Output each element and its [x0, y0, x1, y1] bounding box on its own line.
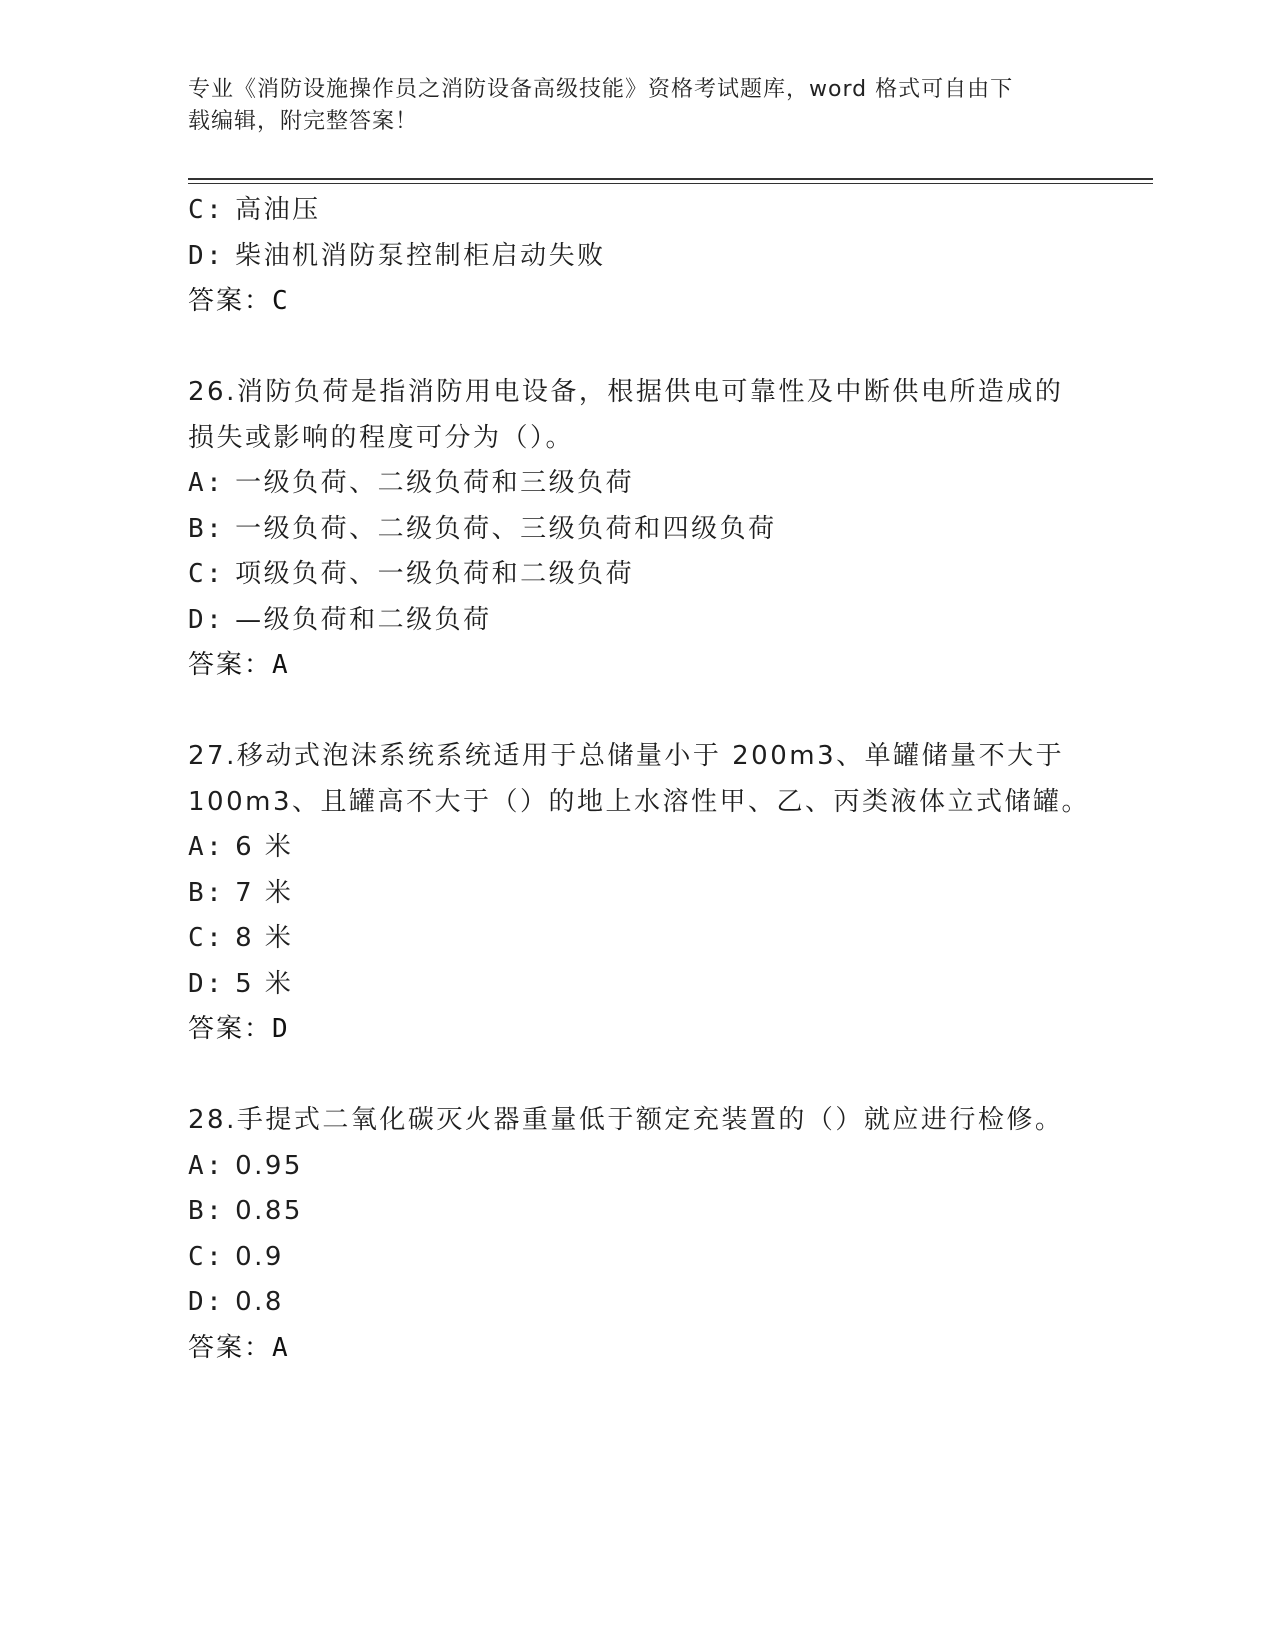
option-text: 一级负荷、二级负荷、三级负荷和四级负荷	[235, 513, 777, 544]
option-letter: A:	[188, 468, 225, 498]
option-letter: A:	[188, 1150, 225, 1181]
question-25-tail	[188, 188, 1088, 325]
option-text: 6 米	[235, 832, 294, 862]
answer-label: 答案：	[188, 650, 273, 680]
option-a	[188, 1144, 1088, 1190]
option-text: 高油压	[235, 195, 321, 225]
option-c	[188, 916, 1088, 962]
question-stem-line: 100m3、且罐高不大于（）的地上水溶性甲、乙、丙类液体立式储罐。	[188, 786, 1090, 817]
question-stem-line: 28.手提式二氧化碳灭火器重量低于额定充装置的（）就应进行检修。	[188, 1105, 1064, 1135]
option-text: 0.95	[235, 1150, 303, 1181]
header-line-2: 载编辑，附完整答案！	[188, 109, 419, 134]
answer-label: 答案：	[188, 1014, 273, 1044]
answer-line	[188, 1326, 1088, 1372]
option-text: 柴油机消防泵控制柜启动失败	[235, 240, 606, 271]
option-letter: C:	[188, 1241, 225, 1272]
header-line-1: 专业《消防设施操作员之消防设备高级技能》资格考试题库，word 格式可自由下	[188, 77, 1014, 102]
option-c	[188, 188, 1088, 234]
option-c	[188, 1235, 1088, 1281]
question-27	[188, 734, 1088, 1053]
option-d	[188, 962, 1088, 1008]
question-list	[188, 188, 1088, 1371]
option-b	[188, 1189, 1088, 1235]
option-text: 0.8	[235, 1287, 284, 1317]
option-d	[188, 598, 1088, 644]
option-text: 一级负荷、二级负荷和三级负荷	[235, 468, 635, 498]
option-letter: B:	[188, 1196, 225, 1226]
option-text: 项级负荷、一级负荷和二级负荷	[235, 559, 635, 589]
option-letter: C:	[188, 559, 225, 589]
option-a	[188, 461, 1088, 507]
option-d	[188, 1280, 1088, 1326]
answer-line	[188, 1007, 1088, 1053]
option-letter: D:	[188, 1287, 225, 1317]
answer-line	[188, 279, 1088, 325]
option-a	[188, 825, 1088, 871]
header-divider-thick	[188, 178, 1153, 180]
option-text: 0.85	[235, 1196, 303, 1226]
answer-value: D	[272, 1014, 290, 1044]
document-header	[188, 74, 1068, 138]
option-text: 7 米	[235, 877, 294, 908]
option-text: 8 米	[235, 923, 294, 953]
option-letter: C:	[188, 923, 225, 953]
question-stem-line: 损失或影响的程度可分为（）。	[188, 422, 575, 453]
question-26	[188, 370, 1088, 689]
answer-value: A	[272, 650, 290, 680]
answer-value: C	[272, 286, 290, 316]
option-b	[188, 507, 1088, 553]
option-letter: B:	[188, 877, 225, 908]
option-b	[188, 871, 1088, 917]
option-letter: A:	[188, 832, 225, 862]
option-letter: B:	[188, 513, 225, 544]
option-text: 5 米	[235, 968, 294, 999]
answer-label: 答案：	[188, 1332, 273, 1363]
option-letter: D:	[188, 604, 225, 635]
question-stem-line: 26.消防负荷是指消防用电设备，根据供电可靠性及中断供电所造成的	[188, 377, 1064, 407]
option-c	[188, 552, 1088, 598]
header-divider-thin	[188, 183, 1153, 184]
answer-label: 答案：	[188, 286, 273, 316]
question-28	[188, 1098, 1088, 1371]
option-text: 0.9	[235, 1241, 284, 1272]
option-d	[188, 234, 1088, 280]
answer-line	[188, 643, 1088, 689]
answer-value: A	[272, 1332, 290, 1363]
option-letter: D:	[188, 240, 225, 271]
option-text: —级负荷和二级负荷	[235, 604, 492, 635]
question-stem-line: 27.移动式泡沫系统系统适用于总储量小于 200m3、单罐储量不大于	[188, 741, 1065, 771]
option-letter: D:	[188, 968, 225, 999]
option-letter: C:	[188, 195, 225, 225]
